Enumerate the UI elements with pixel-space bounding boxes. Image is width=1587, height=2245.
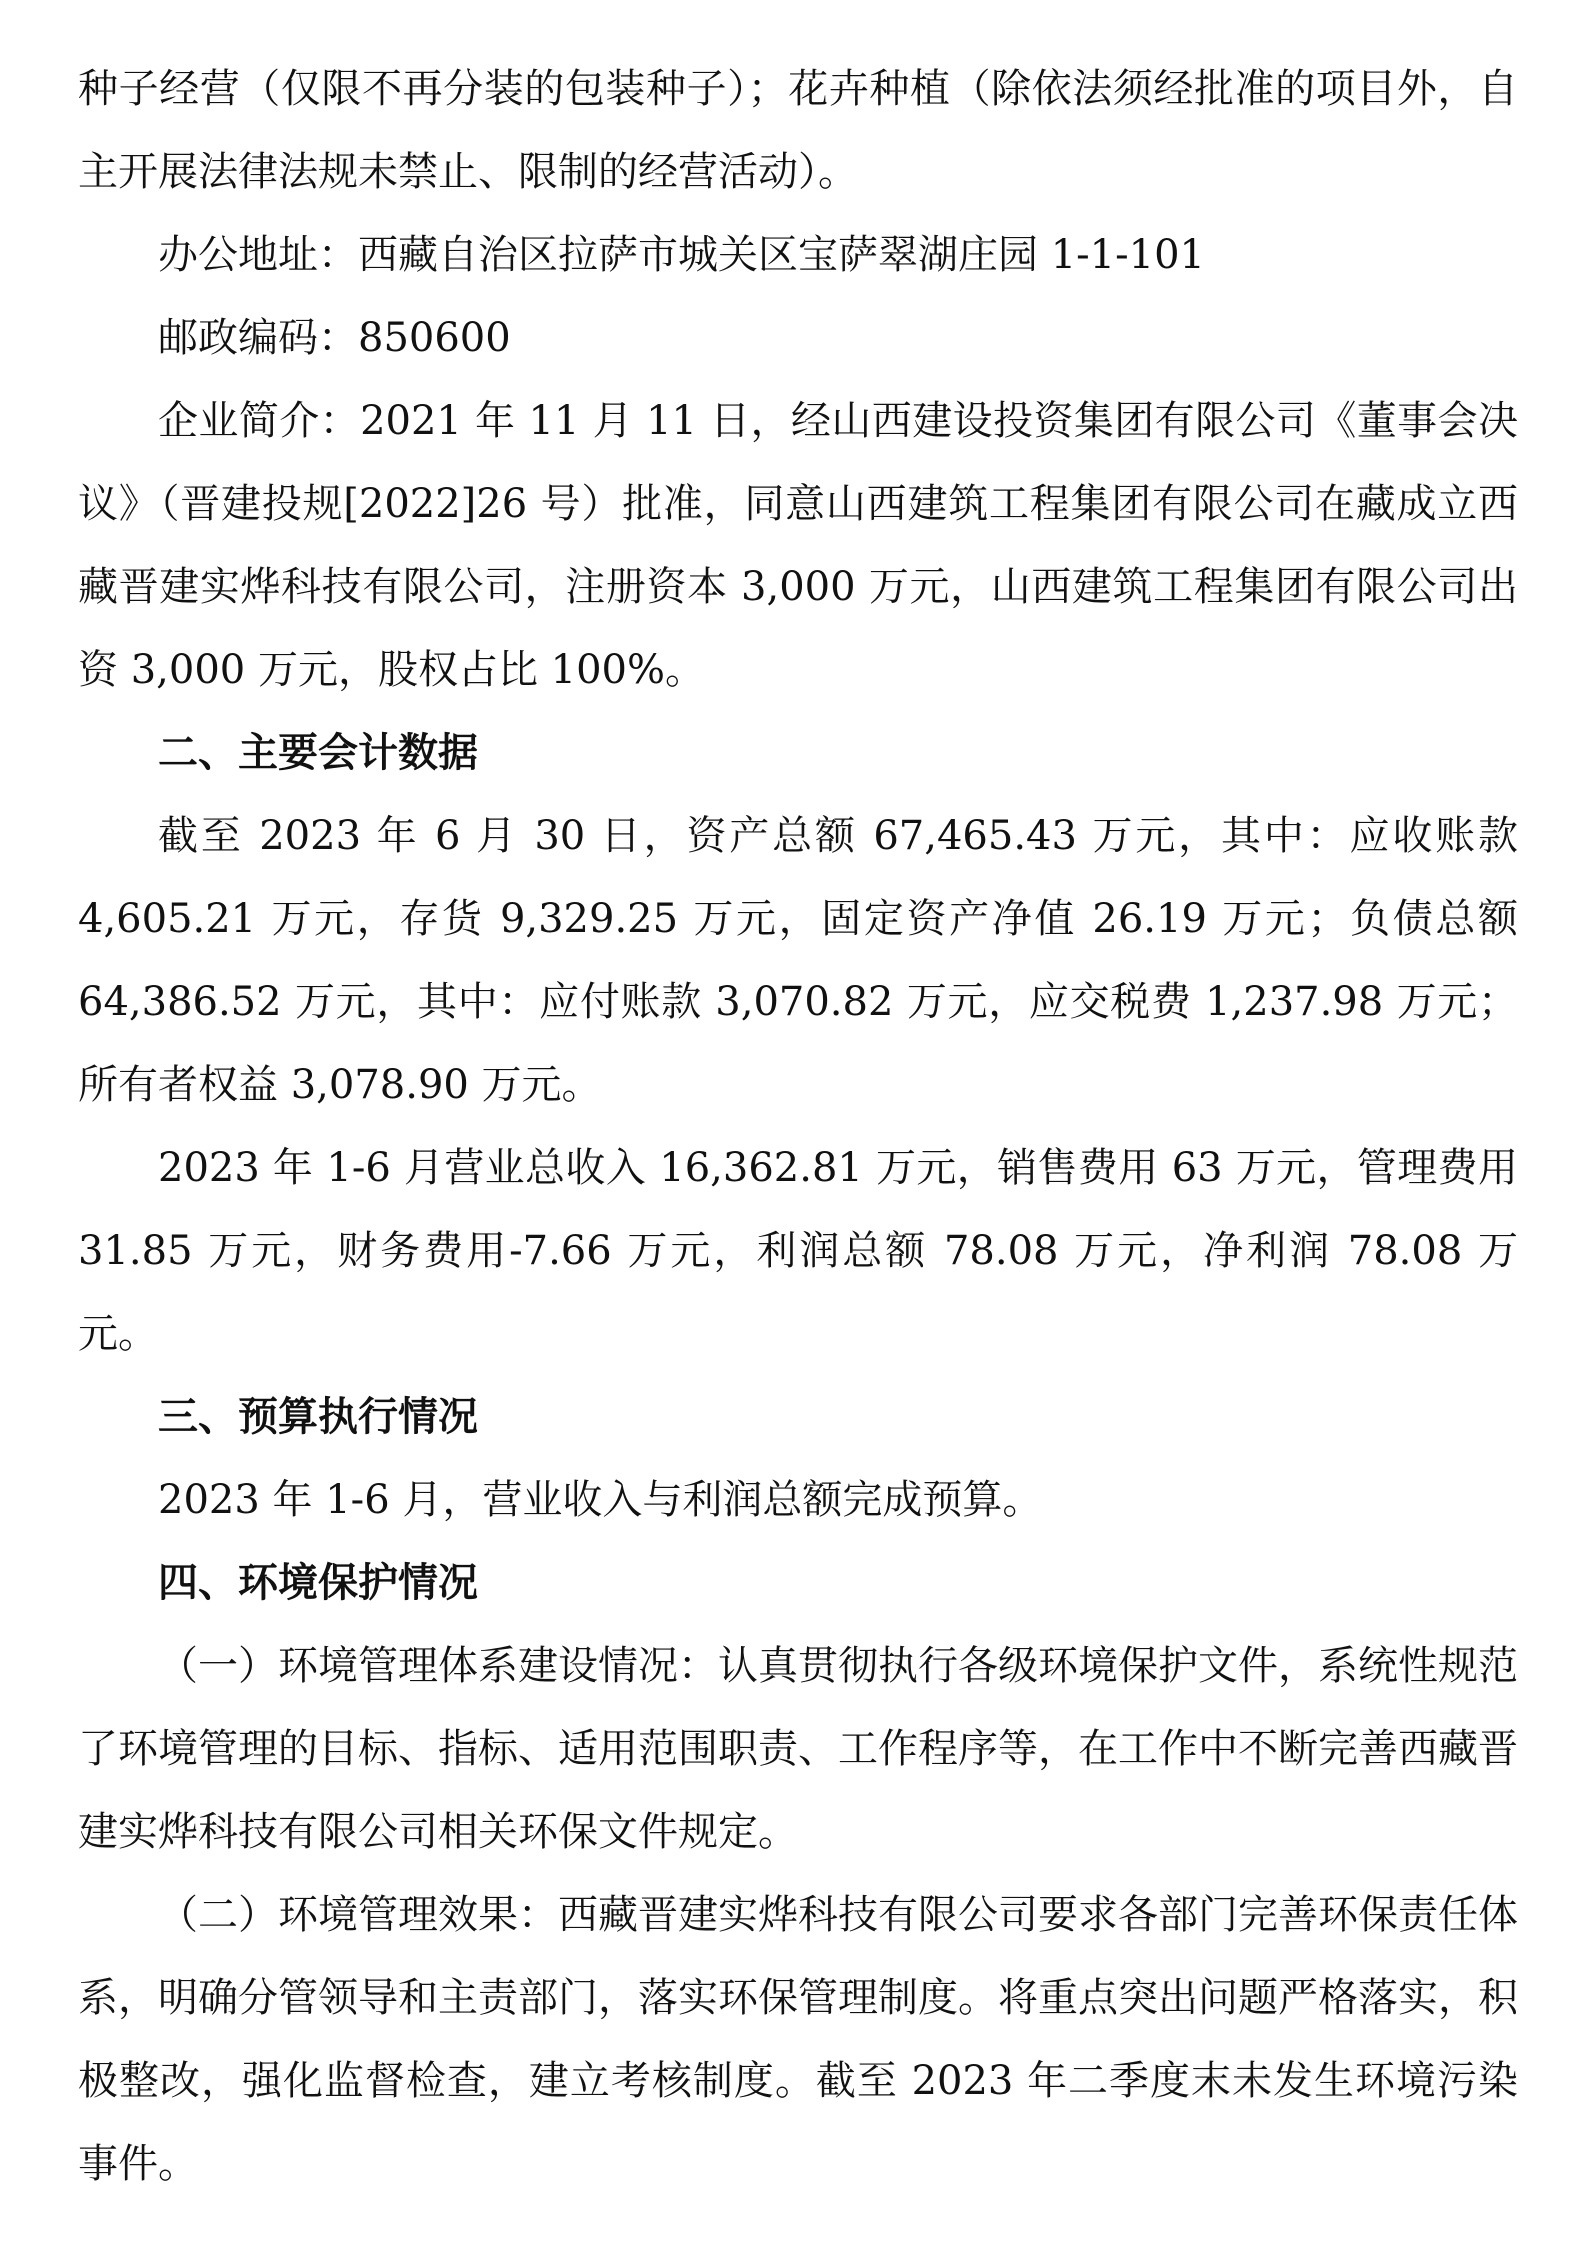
- document-page: [78, 48, 1518, 2206]
- environment-system-paragraph: （一）环境管理体系建设情况：认真贯彻执行各级环境保护文件，系统性规范了环境管理的目标、指标、适用范围职责、工作程序等，在工作中不断完善西藏晋建实烨科技有限公司相关环保文件规定。: [78, 1643, 1518, 1855]
- postal-code: 邮政编码：850600: [158, 315, 511, 361]
- section-heading-budget: 三、预算执行情况: [158, 1394, 478, 1440]
- accounting-assets-paragraph: 截至 2023 年 6 月 30 日，资产总额 67,465.43 万元，其中：应收账款 4,605.21 万元，存货 9,329.25 万元，固定资产净值 26.19 万元；负债总额 64,386.52 万元，其中：应付账款 3,070.82 万元，应交税费 1,237.98 万元；所有者权益 3,078.90 万元。: [78, 813, 1518, 1108]
- office-address: 办公地址：西藏自治区拉萨市城关区宝萨翠湖庄园 1-1-101: [158, 232, 1205, 278]
- environment-effect-paragraph: （二）环境管理效果：西藏晋建实烨科技有限公司要求各部门完善环保责任体系，明确分管领导和主责部门，落实环保管理制度。将重点突出问题严格落实，积极整改，强化监督检查，建立考核制度。截至 2023 年二季度末未发生环境污染事件。: [78, 1892, 1518, 2187]
- section-heading-accounting: 二、主要会计数据: [158, 730, 478, 776]
- accounting-income-paragraph: 2023 年 1-6 月营业总收入 16,362.81 万元，销售费用 63 万元，管理费用 31.85 万元，财务费用-7.66 万元，利润总额 78.08 万元，净利润 78.08 万元。: [78, 1145, 1518, 1357]
- business-scope-continuation: 种子经营（仅限不再分装的包装种子）；花卉种植（除依法须经批准的项目外，自主开展法律法规未禁止、限制的经营活动）。: [78, 66, 1518, 195]
- section-heading-environment: 四、环境保护情况: [158, 1560, 478, 1606]
- budget-paragraph: 2023 年 1-6 月，营业收入与利润总额完成预算。: [158, 1477, 1043, 1523]
- company-introduction: 企业简介：2021 年 11 月 11 日，经山西建设投资集团有限公司《董事会决议》（晋建投规[2022]26 号）批准，同意山西建筑工程集团有限公司在藏成立西藏晋建实烨科技有限公司，注册资本 3,000 万元，山西建筑工程集团有限公司出资 3,000 万元，股权占比 100%。: [78, 398, 1518, 693]
